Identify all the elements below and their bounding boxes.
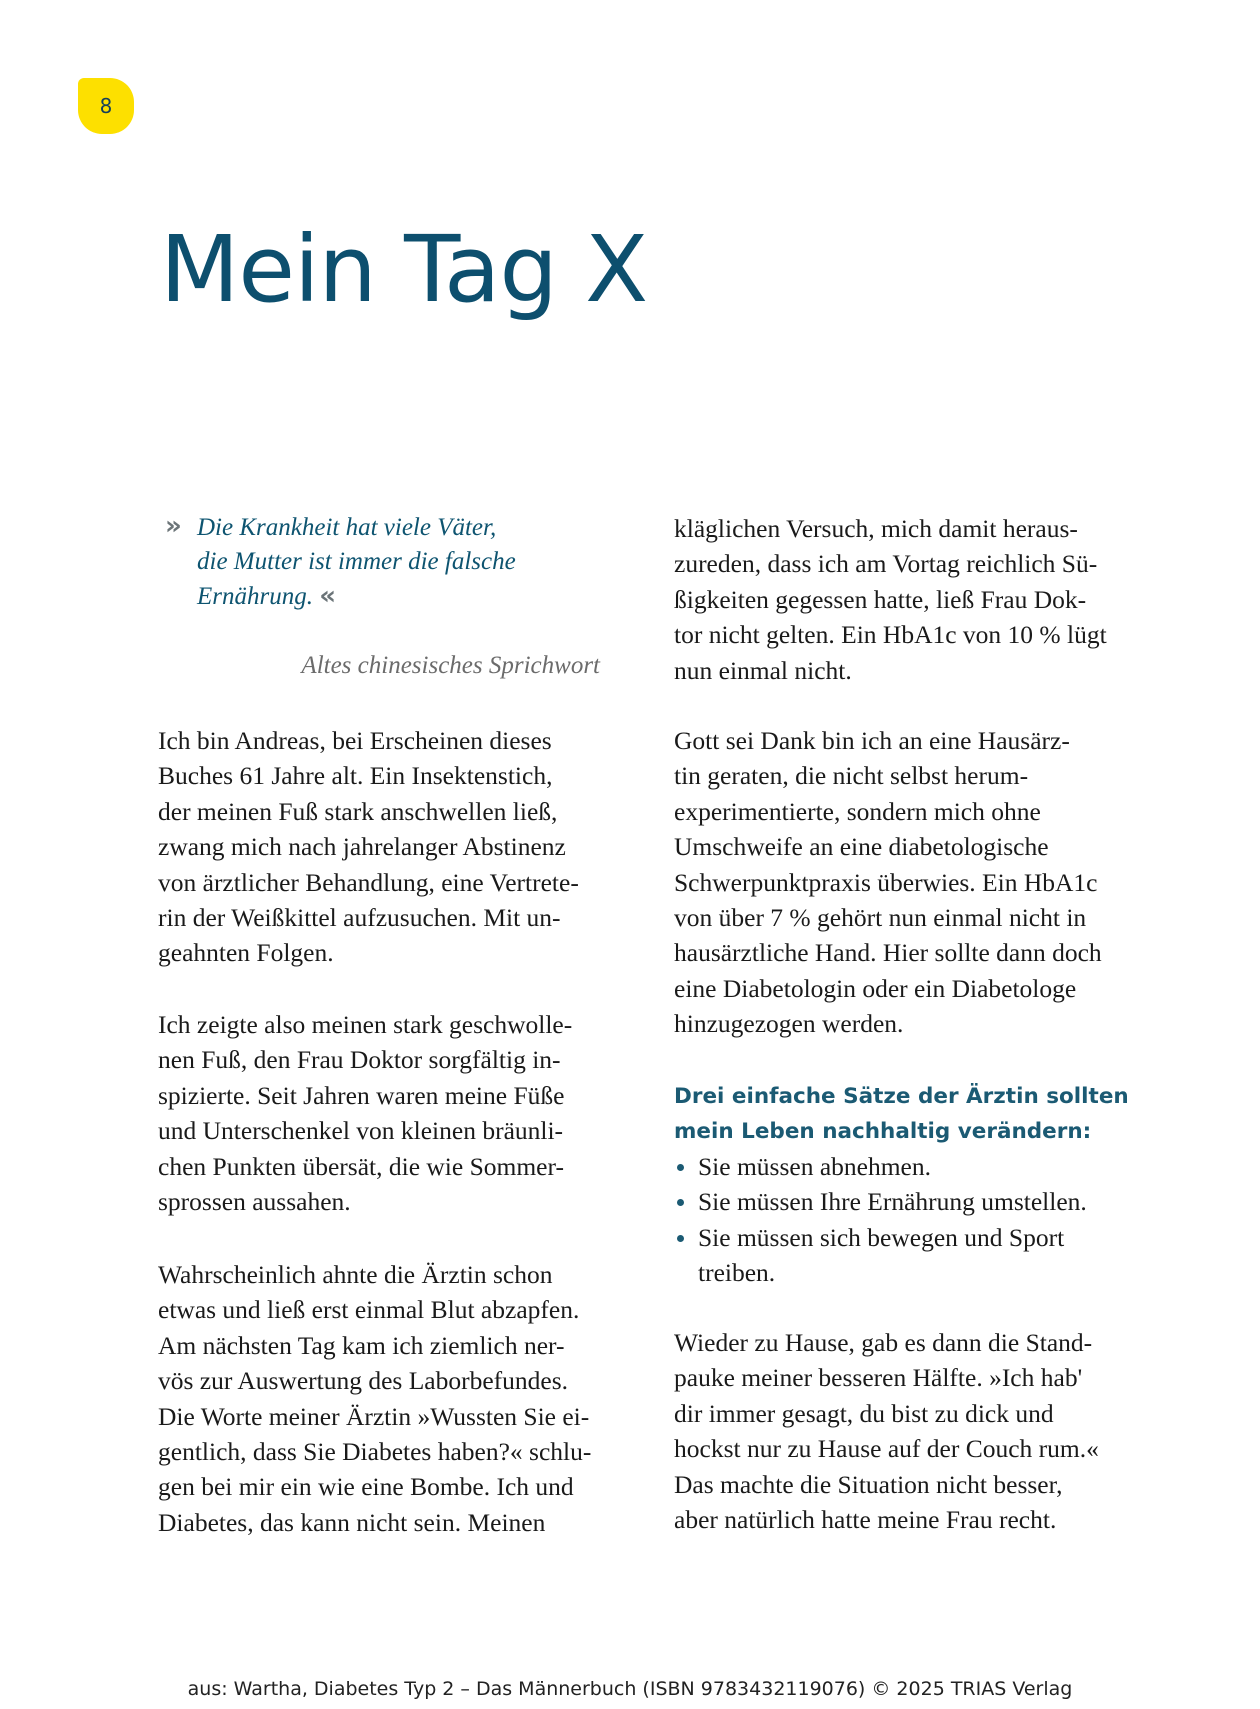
text-line: und Unterschenkel von kleinen bräunli-: [158, 1116, 564, 1146]
text-line: dir immer gesagt, du bist zu dick und: [674, 1398, 1054, 1428]
text-line: Ich zeigte also meinen stark geschwolle-: [158, 1010, 573, 1039]
text-line: hinzugezogen werden.: [674, 1009, 904, 1039]
text-line: aber natürlich hatte meine Frau recht.: [674, 1505, 1057, 1535]
text-line: vös zur Auswertung des Laborbefundes.: [158, 1366, 569, 1396]
text-line: gen bei mir ein wie eine Bombe. Ich und: [158, 1472, 574, 1502]
text-line: Diabetes, das kann nicht sein. Meinen: [158, 1507, 546, 1537]
subheading-line: Drei einfache Sätze der Ärztin sollten: [674, 1084, 1129, 1109]
quote-line: Die Krankheit hat viele Väter,: [197, 514, 497, 541]
section-subheading: [674, 1079, 1129, 1150]
text-line: zwang mich nach jahrelanger Abstinenz: [158, 832, 566, 862]
text-line: chen Punkten übersät, die wie Sommer-: [158, 1151, 564, 1181]
right-paragraph-1: [674, 511, 1107, 688]
text-line: eine Diabetologin oder ein Diabetologe: [674, 973, 1077, 1003]
text-line: Gott sei Dank bin ich an eine Hausärz-: [674, 726, 1070, 755]
bullet-icon: [677, 1235, 684, 1242]
text-line: Das machte die Situation nicht besser,: [674, 1469, 1063, 1499]
page-number-badge: [78, 78, 134, 134]
quote-attribution: Altes chinesisches Sprichwort: [301, 652, 600, 679]
text-line: Am nächsten Tag kam ich ziemlich ner-: [158, 1330, 565, 1360]
list-item: Sie müssen sich bewegen und Sport treiben.: [674, 1220, 1087, 1291]
page-title: Mein Tag X: [160, 216, 648, 323]
text-line: tin geraten, die nicht selbst herum-: [674, 761, 1029, 791]
left-paragraph-1: [158, 723, 579, 971]
text-line: Ich bin Andreas, bei Erscheinen dieses: [158, 726, 552, 755]
copyright-footer: aus: Wartha, Diabetes Typ 2 – Das Männerbuch (ISBN 9783432119076) © 2025 TRIAS Verlag: [187, 1678, 1073, 1700]
text-line: von über 7 % gehört nun einmal nicht in: [674, 903, 1087, 933]
list-item: Sie müssen abnehmen.: [674, 1149, 1087, 1184]
text-line: der meinen Fuß stark anschwellen ließ,: [158, 796, 558, 826]
quote-line: die Mutter ist immer die falsche: [197, 548, 516, 575]
text-line: zureden, dass ich am Vortag reichlich Sü-: [674, 549, 1098, 579]
left-paragraph-3: [158, 1257, 591, 1540]
advice-list: [674, 1149, 1087, 1291]
list-item: Sie müssen Ihre Ernährung umstellen.: [674, 1184, 1087, 1219]
quote-line: Ernährung. «: [197, 581, 337, 611]
text-line: experimentierte, sondern mich ohne: [674, 796, 1041, 826]
text-line: Buches 61 Jahre alt. Ein Insektenstich,: [158, 761, 553, 791]
text-line: Die Worte meiner Ärztin »Wussten Sie ei-: [158, 1401, 590, 1431]
text-line: hockst nur zu Hause auf der Couch rum.«: [674, 1434, 1099, 1464]
text-line: geahnten Folgen.: [158, 938, 334, 968]
text-line: kläglichen Versuch, mich damit heraus-: [674, 514, 1078, 543]
page-number: 8: [99, 94, 113, 118]
text-line: ßigkeiten gegessen hatte, ließ Frau Dok-: [674, 584, 1087, 614]
text-line: rin der Weißkittel aufzusuchen. Mit un-: [158, 903, 561, 933]
bullet-icon: [677, 1199, 684, 1206]
text-line: Schwerpunktpraxis überwies. Ein HbA1c: [674, 867, 1098, 897]
quote-close-mark: «: [319, 581, 337, 611]
right-paragraph-2: [674, 723, 1102, 1042]
text-line: spizierte. Seit Jahren waren meine Füße: [158, 1080, 565, 1110]
left-paragraph-2: [158, 1007, 572, 1219]
epigraph-quote: [165, 511, 516, 614]
text-line: gentlich, dass Sie Diabetes haben?« schlu-: [158, 1437, 592, 1467]
text-line: Wahrscheinlich ahnte die Ärztin schon: [158, 1260, 553, 1289]
text-line: nen Fuß, den Frau Doktor sorgfältig in-: [158, 1045, 561, 1075]
subheading-line: mein Leben nachhaltig verändern:: [674, 1119, 1092, 1145]
text-line: von ärztlicher Behandlung, eine Vertrete-: [158, 867, 579, 897]
right-paragraph-3: [674, 1325, 1099, 1537]
text-line: tor nicht gelten. Ein HbA1c von 10 % lügt: [674, 620, 1107, 650]
text-line: etwas und ließ erst einmal Blut abzapfen.: [158, 1295, 580, 1325]
text-line: sprossen aussahen.: [158, 1187, 351, 1217]
text-line: Wieder zu Hause, gab es dann die Stand-: [674, 1328, 1093, 1357]
text-line: nun einmal nicht.: [674, 655, 852, 685]
bullet-icon: [677, 1164, 684, 1171]
text-line: hausärztliche Hand. Hier sollte dann doch: [674, 938, 1102, 968]
quote-open-mark: »: [165, 511, 182, 541]
text-line: Umschweife an eine diabetologische: [674, 832, 1049, 862]
text-line: pauke meiner besseren Hälfte. »Ich hab': [674, 1363, 1083, 1393]
